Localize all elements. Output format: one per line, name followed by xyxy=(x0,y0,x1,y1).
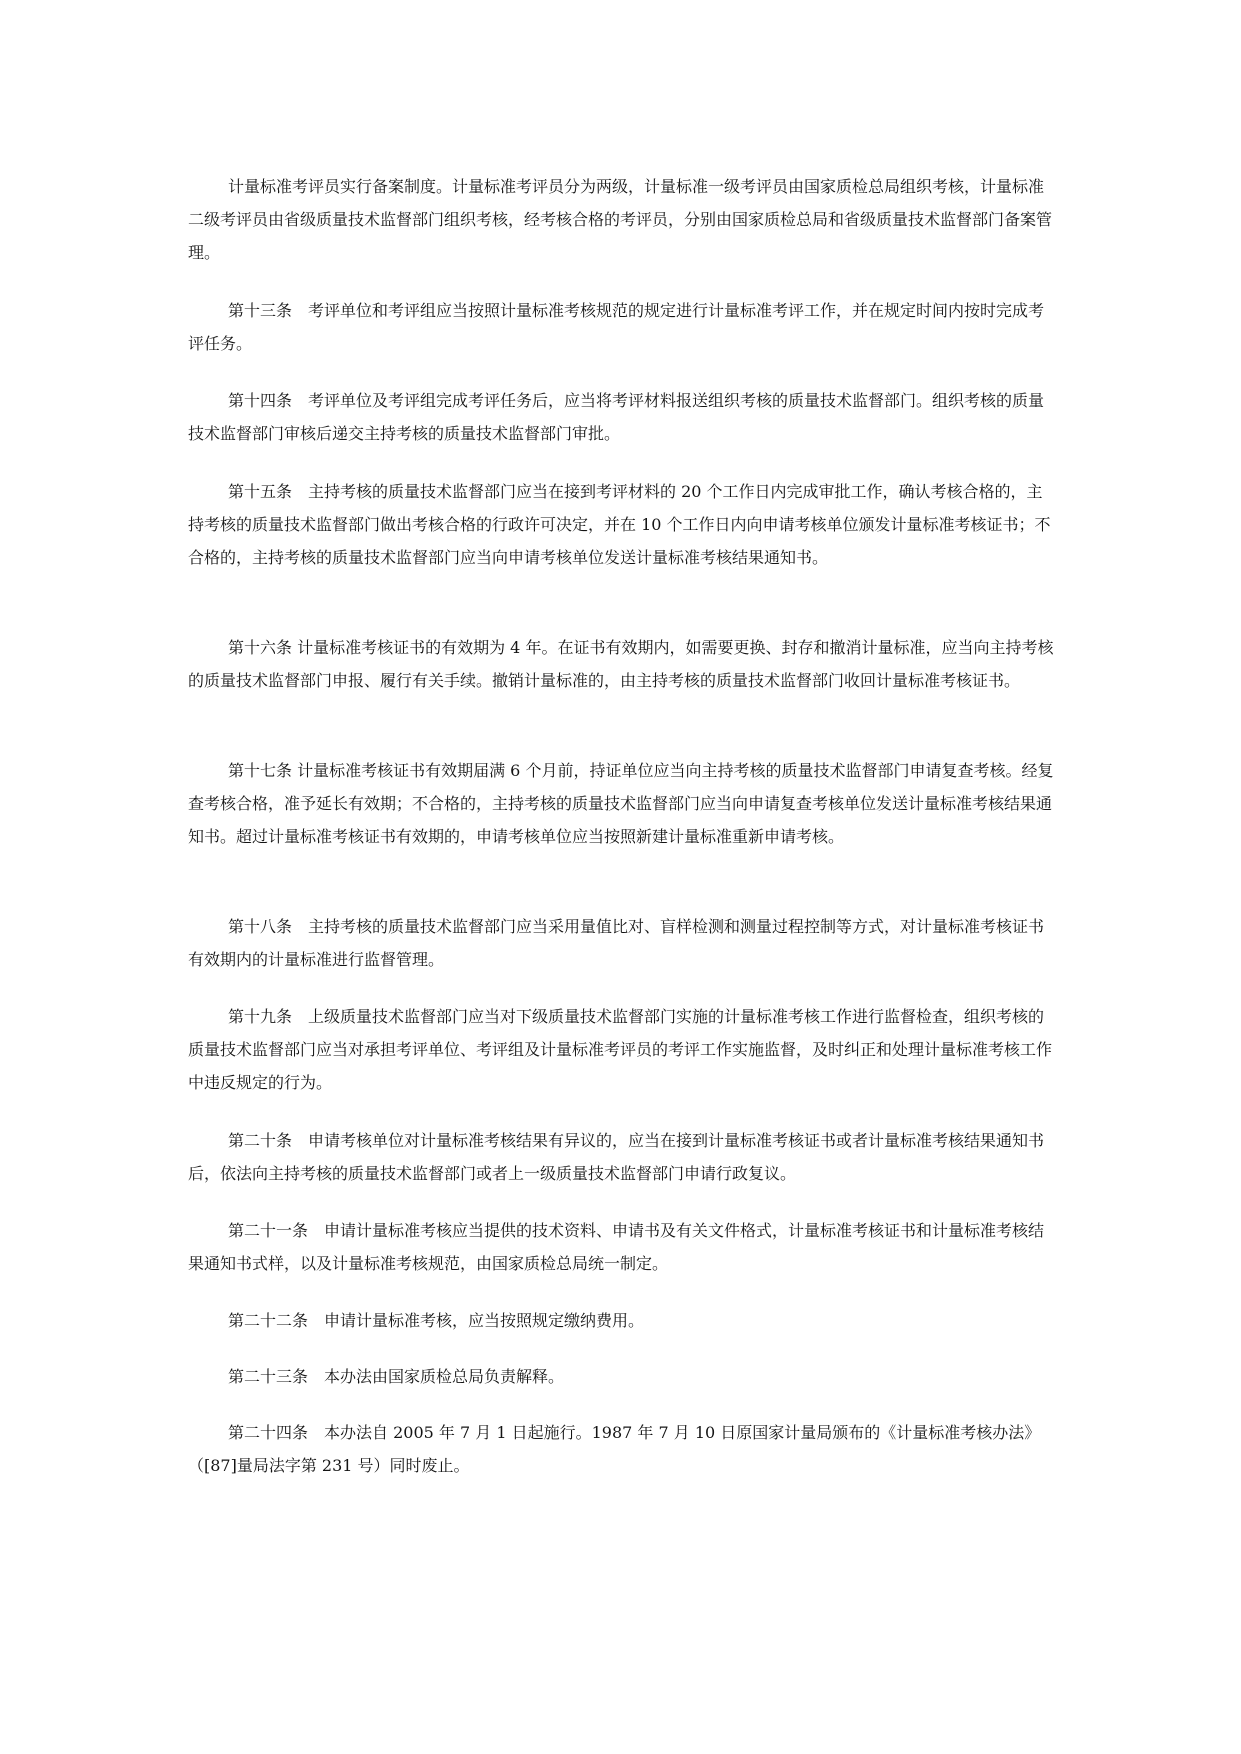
paragraph-article-23: 第二十三条 本办法由国家质检总局负责解释。 xyxy=(228,1367,565,1386)
paragraph-article-22: 第二十二条 申请计量标准考核，应当按照规定缴纳费用。 xyxy=(228,1311,645,1330)
paragraph-article-24: 第二十四条 本办法自 2005 年 7 月 1 日起施行。1987 年 7 月 10 日原国家计量局颁布的《计量标准考核办法》（[87]量局法字第 231 号）同时废止。 xyxy=(188,1423,1041,1475)
paragraph-record-system: 计量标准考评员实行备案制度。计量标准考评员分为两级，计量标准一级考评员由国家质检总局组织考核，计量标准二级考评员由省级质量技术监督部门组织考核，经考核合格的考评员，分别由国家质检总局和省级质量技术监督部门备案管理。 xyxy=(188,177,1053,262)
paragraph-article-16: 第十六条 计量标准考核证书的有效期为 4 年。在证书有效期内，如需要更换、封存和撤消计量标准，应当向主持考核的质量技术监督部门申报、履行有关手续。撤销计量标准的，由主持考核的质量技术监督部门收回计量标准考核证书。 xyxy=(188,638,1054,690)
paragraph-article-17: 第十七条 计量标准考核证书有效期届满 6 个月前，持证单位应当向主持考核的质量技术监督部门申请复查考核。经复查考核合格，准予延长有效期；不合格的，主持考核的质量技术监督部门应当向申请复查考核单位发送计量标准考核结果通知书。超过计量标准考核证书有效期的，申请考核单位应当按照新建计量标准重新申请考核。 xyxy=(188,761,1054,846)
paragraph-article-14: 第十四条 考评单位及考评组完成考评任务后，应当将考评材料报送组织考核的质量技术监督部门。组织考核的质量技术监督部门审核后递交主持考核的质量技术监督部门审批。 xyxy=(188,391,1045,443)
paragraph-article-20: 第二十条 申请考核单位对计量标准考核结果有异议的，应当在接到计量标准考核证书或者计量标准考核结果通知书后，依法向主持考核的质量技术监督部门或者上一级质量技术监督部门申请行政复议。 xyxy=(188,1131,1045,1183)
paragraph-article-19: 第十九条 上级质量技术监督部门应当对下级质量技术监督部门实施的计量标准考核工作进行监督检查，组织考核的质量技术监督部门应当对承担考评单位、考评组及计量标准考评员的考评工作实施监督，及时纠正和处理计量标准考核工作中违反规定的行为。 xyxy=(188,1007,1053,1092)
paragraph-article-13: 第十三条 考评单位和考评组应当按照计量标准考核规范的规定进行计量标准考评工作，并在规定时间内按时完成考评任务。 xyxy=(188,301,1045,353)
paragraph-article-21: 第二十一条 申请计量标准考核应当提供的技术资料、申请书及有关文件格式，计量标准考核证书和计量标准考核结果通知书式样，以及计量标准考核规范，由国家质检总局统一制定。 xyxy=(188,1221,1045,1273)
paragraph-article-18: 第十八条 主持考核的质量技术监督部门应当采用量值比对、盲样检测和测量过程控制等方式，对计量标准考核证书有效期内的计量标准进行监督管理。 xyxy=(188,917,1045,969)
paragraph-article-15: 第十五条 主持考核的质量技术监督部门应当在接到考评材料的 20 个工作日内完成审批工作，确认考核合格的，主持考核的质量技术监督部门做出考核合格的行政许可决定，并在 10 个工作日内向申请考核单位颁发计量标准考核证书；不合格的，主持考核的质量技术监督部门应当向申请考核单位发送计量标准考核结果通知书。 xyxy=(188,482,1051,567)
